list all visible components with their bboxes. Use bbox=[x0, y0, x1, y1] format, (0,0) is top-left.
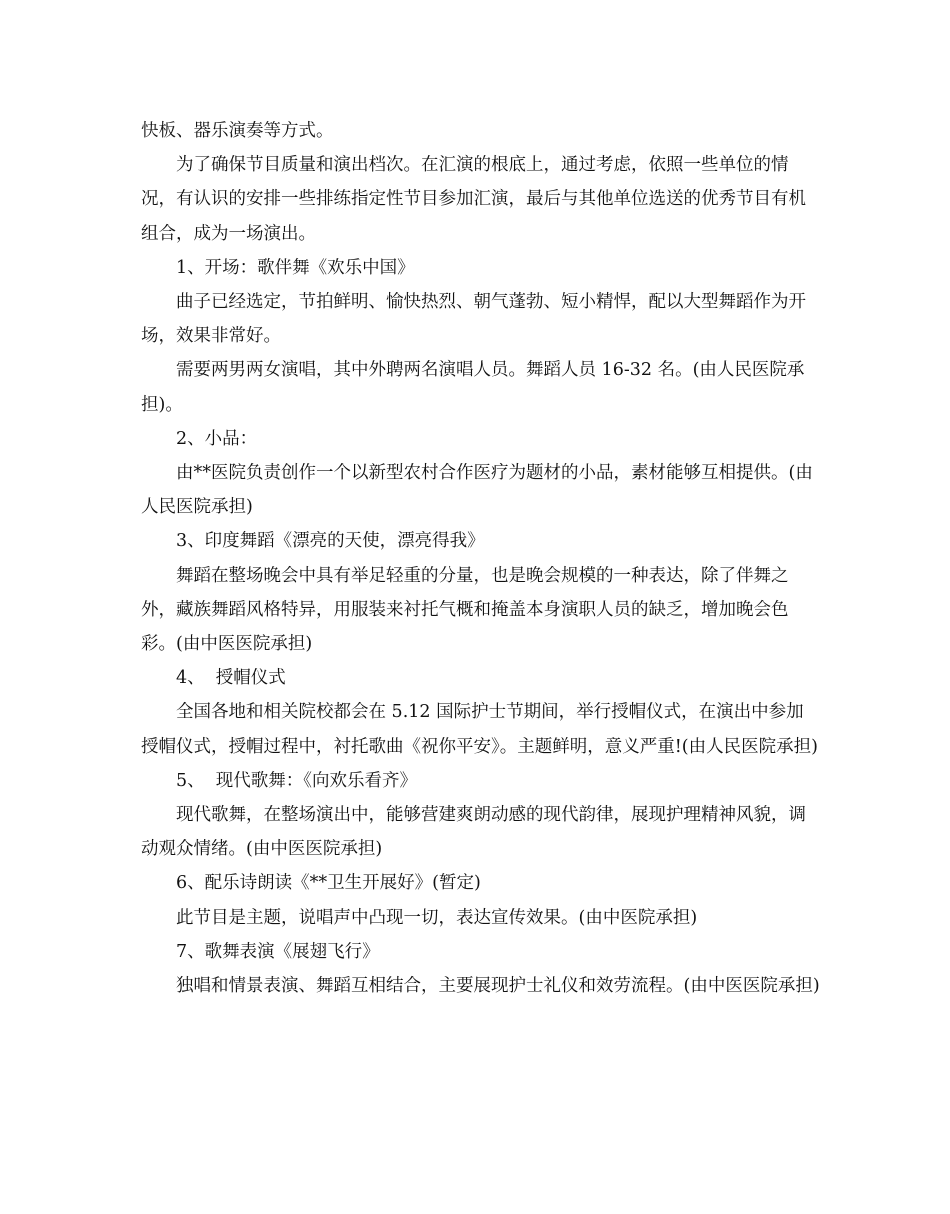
program-item-description: 现代歌舞，在整场演出中，能够营建爽朗动感的现代韵律，展现护理精神风貌，调动观众情绪。(由中医医院承担) bbox=[141, 805, 806, 860]
program-item-description: 全国各地和相关院校都会在 5.12 国际护士节期间，举行授帽仪式，在演出中参加授帽仪式，授帽过程中，衬托歌曲《祝你平安》。主题鲜明，意义严重!(由人民医院承担) bbox=[141, 702, 818, 757]
program-item-heading-7: 7、歌舞表演《展翅飞行》 bbox=[176, 941, 380, 962]
program-item-description: 舞蹈在整场晚会中具有举足轻重的分量，也是晚会规模的一种表达，除了伴舞之外，藏族舞蹈风格特异，用服装来衬托气概和掩盖本身演职人员的缺乏，增加晚会色彩。(由中医医院承担) bbox=[141, 565, 789, 655]
program-item-description: 此节目是主题，说唱声中凸现一切，表达宣传效果。(由中医院承担) bbox=[176, 907, 698, 928]
program-item-heading-6: 6、配乐诗朗读《**卫生开展好》(暂定) bbox=[176, 873, 481, 894]
paragraph-intro: 为了确保节目质量和演出档次。在汇演的根底上，通过考虑，依照一些单位的情况，有认识的安排一些排练指定性节目参加汇演，最后与其他单位选送的优秀节目有机组合，成为一场演出。 bbox=[141, 155, 806, 244]
program-item-heading-3: 3、印度舞蹈《漂亮的天使，漂亮得我》 bbox=[176, 531, 485, 552]
program-item-heading-2: 2、小品： bbox=[176, 428, 258, 449]
program-item-description: 由**医院负责创作一个以新型农村合作医疗为题材的小品，素材能够互相提供。(由人民医院承担) bbox=[141, 463, 813, 518]
program-item-description: 曲子已经选定，节拍鲜明、愉快热烈、朝气蓬勃、短小精悍，配以大型舞蹈作为开场，效果非常好。 bbox=[141, 292, 806, 347]
paragraph-continuation: 快板、器乐演奏等方式。 bbox=[141, 121, 334, 141]
document-body bbox=[141, 114, 821, 1003]
program-item-description: 独唱和情景表演、舞蹈互相结合，主要展现护士礼仪和效劳流程。(由中医医院承担) bbox=[176, 976, 820, 997]
program-item-heading-4: 4、 授帽仪式 bbox=[176, 668, 286, 689]
program-item-heading-5: 5、 现代歌舞：《向欢乐看齐》 bbox=[176, 770, 418, 791]
program-item-heading-1: 1、开场：歌伴舞《欢乐中国》 bbox=[176, 257, 415, 278]
program-item-description: 需要两男两女演唱，其中外聘两名演唱人员。舞蹈人员 16-32 名。(由人民医院承担)。 bbox=[141, 360, 805, 415]
